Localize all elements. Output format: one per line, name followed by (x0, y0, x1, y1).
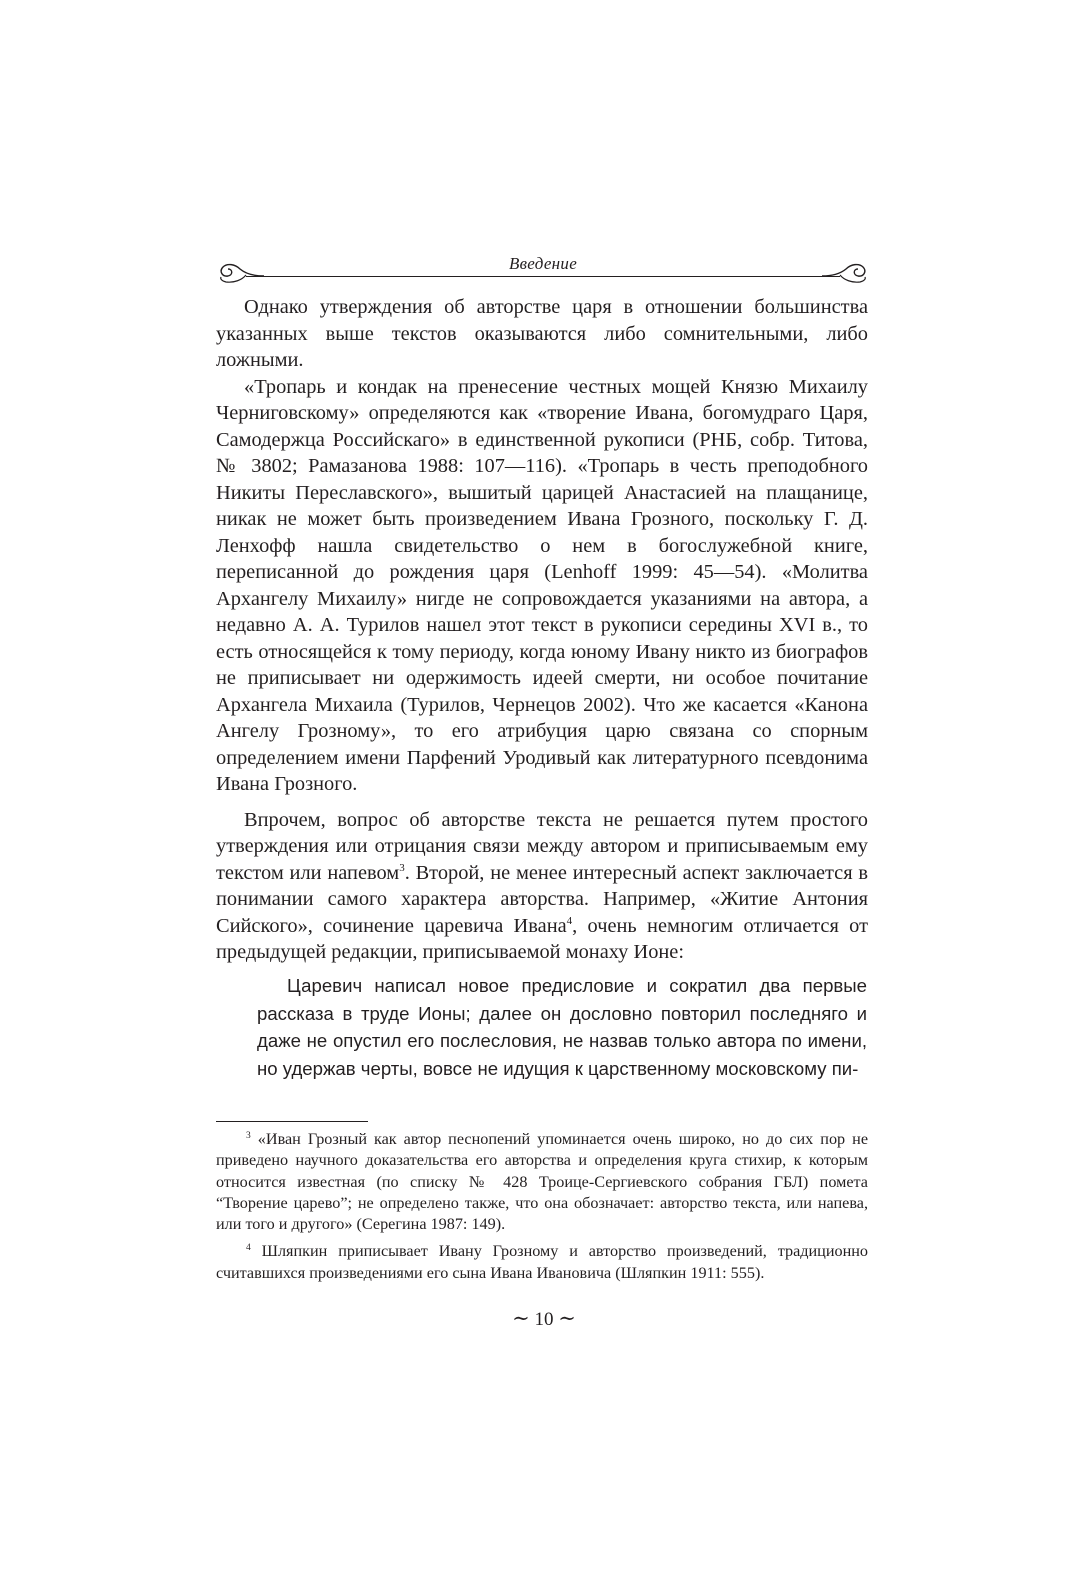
footnote-rule (216, 1121, 368, 1122)
tilde-left-icon: ∼ (512, 1306, 530, 1330)
footnote-text: «Иван Грозный как автор песнопений упоминается очень широко, но до сих пор не приведено научного доказательства его авторства и определения круга стихир, к которым относится известная (по списку № 428 Троице-Сергиевского собрания ГБЛ) помета “Творение царево”; не определено также, что она обозначает: авторство текста, или напева, или того и другого» (Серегина 1987: 149). (216, 1130, 869, 1234)
paragraph-text: , очень немногим отличается от предыдущей редакции, приписываемой монаху Ионе: (216, 914, 868, 963)
header-rule (246, 276, 840, 277)
paragraph: «Тропарь и кондак на пренесение честных мощей Князю Михаилу Черниговскому» определяются как «творение Ивана, богомудраго Царя, Самодержца Российскаго» в единственной рукописи (РНБ, собр. Титова, № 3802; Рамазанова 1988: 107—116). «Тропарь в честь преподобного Никиты Переславского», вышитый царицей Анастасией на плащанице, никак не может быть произведением Ивана Грозного, поскольку Г. Д. Ленхофф нашла свидетельство о нем в богослужебной книге, переписанной до рождения царя (Lenhoff 1999: 45—54). «Молитва Архангелу Михаилу» нигде не сопровождается указаниями на автора, а недавно А. А. Турилов нашел этот текст в рукописи середины XVI в., то есть относящейся к тому периоду, когда юному Ивану никто из биографов не приписывает ни одержимость идеей смерти, ни особое почитание Архангела Михаила (Турилов, Чернецов 2002). Что же касается «Канона Ангелу Грозному», то его атрибуция царю связана со спорным определением имени Парфений Уродивый как литературного псевдонима Ивана Грозного. (216, 375, 868, 795)
page-footer (0, 1306, 1088, 1331)
block-quote (257, 972, 867, 1082)
footnote-number: 3 (246, 1131, 251, 1141)
flourish-right-icon (820, 258, 870, 288)
footnote (216, 1129, 868, 1235)
header-title: Введение (508, 254, 578, 273)
body-text (216, 294, 868, 966)
paragraph: Однако утверждения об авторстве царя в отношении большинства указанных выше текстов оказываются либо сомнительными, либо ложными. (216, 296, 868, 371)
footnote-number: 4 (246, 1243, 251, 1254)
footnote-ref[interactable]: 4 (566, 914, 573, 927)
footnote (216, 1241, 868, 1284)
paragraph-text: Впрочем, вопрос об авторстве текста не решается путем простого утверждения или отрицания связи между автором и приписываемым ему текстом или напевом (216, 808, 868, 884)
paragraph (216, 807, 868, 966)
quote-text: Царевич написал новое предисловие и сократил два первые рассказа в труде Ионы; далее он дословно повторил последняго и даже не опустил его послесловия, не назвав только автора по имени, но удержав черты, вовсе не идущия к царственному московскому пи- (257, 975, 867, 1079)
tilde-right-icon: ∼ (558, 1306, 576, 1330)
running-header (216, 248, 870, 288)
page-number: 10 (534, 1309, 554, 1330)
footnotes (216, 1129, 868, 1284)
paragraph-text: . Второй, не менее интересный аспект заключается в понимании самого характера авторства. Например, «Житие Антония Сийского», сочинение царевича Ивана (216, 861, 868, 937)
footnote-text: Шляпкин приписывает Ивану Грозному и авторство произведений, традиционно считавшихся произведениями его сына Ивана Ивановича (Шляпкин 1911: 555). (216, 1242, 868, 1282)
footnote-ref[interactable]: 3 (399, 861, 405, 874)
